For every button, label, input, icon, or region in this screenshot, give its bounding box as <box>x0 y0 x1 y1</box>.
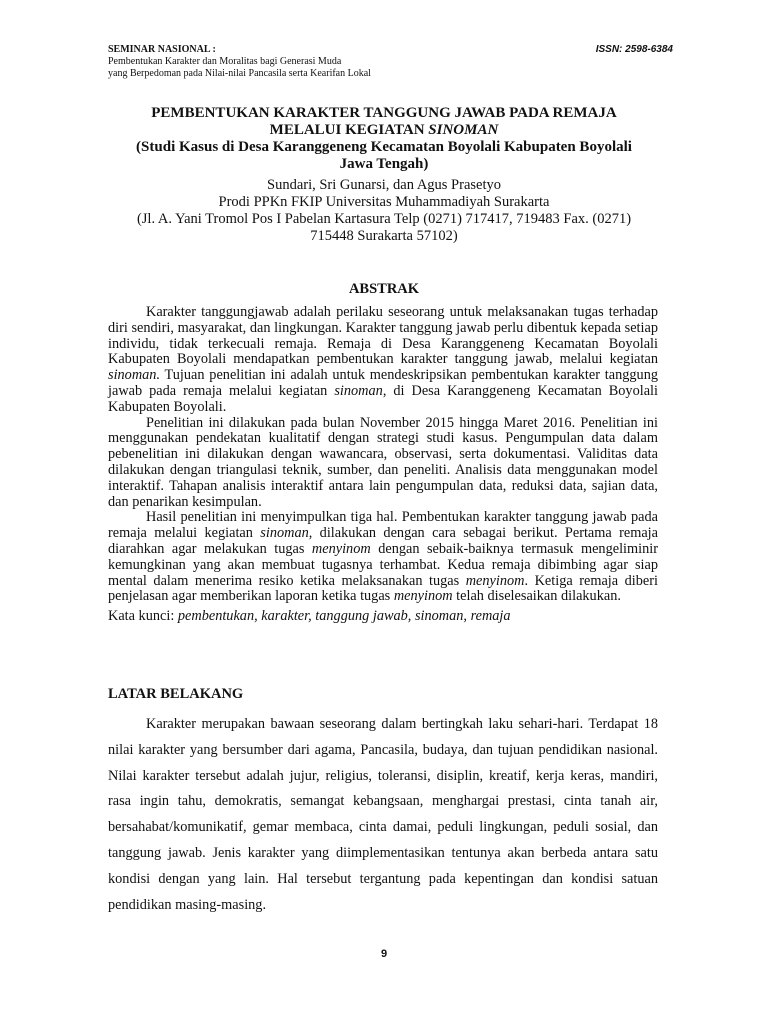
keyword: karakter <box>261 608 309 625</box>
keyword: , tanggung jawab, sinoman, remaja <box>308 608 511 625</box>
abstract-paragraph <box>108 510 658 605</box>
title-line2-text: MELALUI KEGIATAN <box>269 122 429 138</box>
body-paragraph: Karakter merupakan bawaan seseorang dalam bertingkah laku sehari-hari. Terdapat 18 nilai karakter yang bersumber dari agama, Pancasila, budaya, dan tujuan pendidikan nasional. Nilai karakter tersebut adalah jujur, religius, toleransi, disiplin, kreatif, kerja keras, mandiri, rasa ingin tahu, demokratis, semangat kebangsaan, menghargai prestasi, cinta tanah air, bersahabat/komunikatif, gemar membaca, cinta damai, peduli lingkungan, peduli sosial, dan tanggung jawab. Jenis karakter yang diimplementasikan tentunya akan berbeda antara satu kondisi dengan yang lain. Hal tersebut tergantung pada kepentingan dan kondisi satuan pendidikan masing-masing. <box>108 716 658 913</box>
subtitle-line2: Jawa Tengah) <box>339 156 429 172</box>
subtitle-line1: (Studi Kasus di Desa Karanggeneng Kecamatan Boyolali Kabupaten Boyolali <box>136 139 632 155</box>
section-body <box>108 712 658 918</box>
title-line2 <box>100 122 668 139</box>
title-line1: PEMBENTUKAN KARAKTER TANGGUNG JAWAB PADA REMAJA <box>151 105 617 121</box>
seminar-theme-line2: yang Berpedoman pada Nilai-nilai Pancasila serta Kearifan Lokal <box>108 68 371 79</box>
seminar-label: SEMINAR NASIONAL : <box>108 44 216 55</box>
abstract-paragraph <box>108 305 658 416</box>
paper-title <box>100 105 668 173</box>
italic-run: sinoman <box>260 525 309 542</box>
italic-run: menyinom <box>393 588 453 605</box>
author-address-line1: (Jl. A. Yani Tromol Pos I Pabelan Kartasura Telp (0271) 717417, 719483 Fax. (0271) <box>136 211 632 227</box>
text-run: Tujuan penelitian ini adalah untuk mendeskripsikan pembentukan karakter tanggung jawab pada remaja melalui kegiatan <box>108 367 658 399</box>
running-header <box>108 44 673 80</box>
keyword: pembentukan <box>177 608 255 625</box>
italic-run: menyinom <box>311 540 371 557</box>
author-block <box>100 177 668 245</box>
author-affiliation: Prodi PPKn FKIP Universitas Muhammadiyah Surakarta <box>218 194 550 210</box>
seminar-theme-line1: Pembentukan Karakter dan Moralitas bagi Generasi Muda <box>108 56 342 67</box>
italic-run: menyinom <box>465 572 525 589</box>
section-heading-latar-belakang: LATAR BELAKANG <box>108 686 244 702</box>
text-run: . Ketiga remaja diberi penjelasan agar memberikan laporan ketika tugas <box>108 572 658 605</box>
text-run: , di Desa Karanggeneng Kecamatan Boyolali Kabupaten Boyolali. <box>108 382 658 415</box>
page-number: 9 <box>380 948 388 960</box>
text-run: , <box>254 608 262 625</box>
issn-label: ISSN: 2598-6384 <box>595 44 673 55</box>
author-names: Sundari, Sri Gunarsi, dan Agus Prasetyo <box>267 177 501 193</box>
abstract-paragraph: Penelitian ini dilakukan pada bulan November 2015 hingga Maret 2016. Penelitian ini menggunakan pendekatan kualitatif dengan strategi studi kasus. Pengumpulan data dalam pebenelitian ini dilakukan dengan wawancara, observasi, serta dokumentasi. Validitas data dilakukan dengan triangulasi teknik, sumber, dan peneliti. Analisis data menggunakan model interaktif. Tahapan analisis interaktif antara lain pengumpulan data, reduksi data, sajian data, dan penarikan kesimpulan. <box>108 414 658 510</box>
title-line2-italic: SINOMAN <box>428 122 499 138</box>
text-run: , dilakukan dengan cara sebagai berikut. Pertama remaja diarahkan agar melakukan tugas <box>108 525 658 557</box>
italic-run: sinoman <box>334 382 383 399</box>
text-run: Karakter tanggungjawab adalah perilaku seseorang untuk melaksanakan tugas terhadap diri sendiri, masyarakat, dan lingkungan. Karakter tanggung jawab perlu dibentuk kepada setiap individu, tidak terkecuali remaja. Remaja di Desa Karanggeneng Kecamatan Boyolali Kabupaten Boyolali mendapatkan pembentukan karakter tanggung jawab, melalui kegiatan <box>108 304 658 368</box>
abstract-heading: ABSTRAK <box>348 281 420 297</box>
text-run: dengan sebaik-baiknya termasuk mengeliminir kemungkinan yang akan membuat tugasnya terhambat. Kedua remaja dibimbing agar siap mental dalam menerima resiko ketika melaksanakan tugas <box>108 540 658 589</box>
author-address-line2: 715448 Surakarta 57102) <box>310 228 458 244</box>
text-run: telah diselesaikan dilakukan. <box>452 588 621 605</box>
italic-run: sinoman. <box>108 367 161 384</box>
keywords <box>108 609 658 625</box>
keywords-label: Kata kunci: <box>108 608 178 625</box>
abstract-body <box>108 305 658 625</box>
text-run: Hasil penelitian ini menyimpulkan tiga hal. Pembentukan karakter tanggung jawab pada remaja melalui kegiatan <box>108 509 658 542</box>
